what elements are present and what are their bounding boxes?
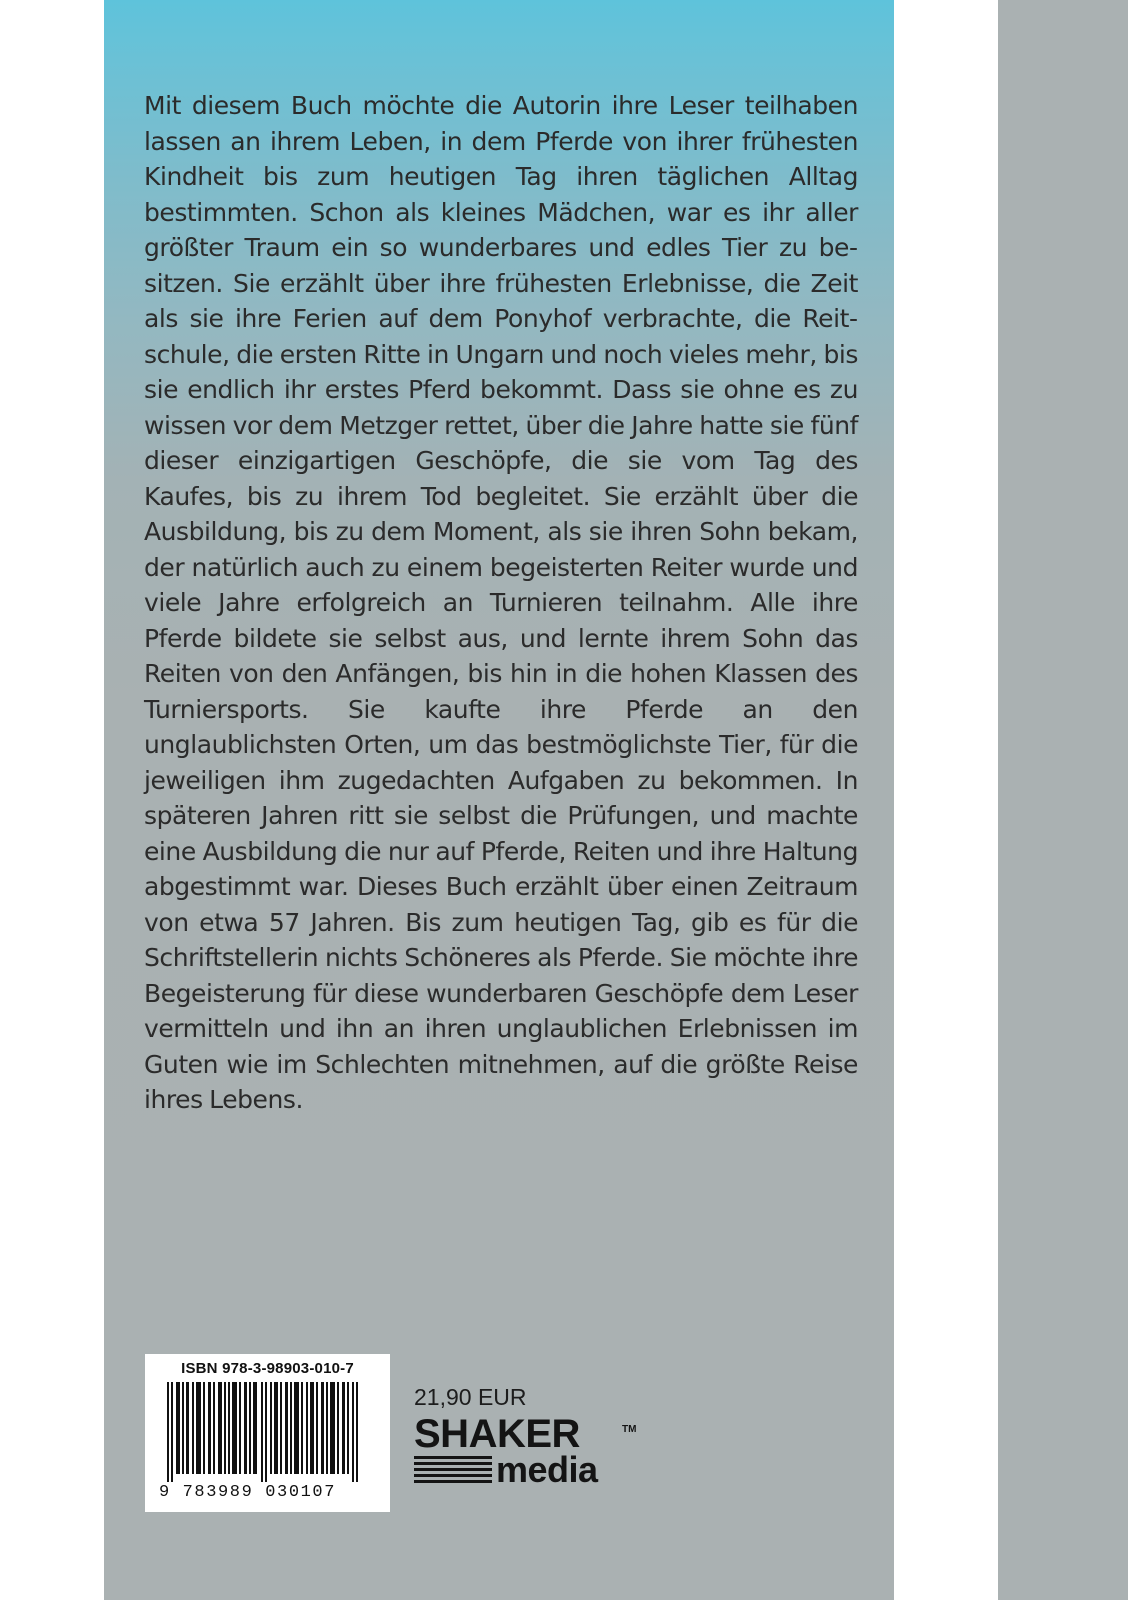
page-margin-left xyxy=(0,0,104,1600)
adjacent-page-strip xyxy=(998,0,1128,1600)
publisher-trademark: TM xyxy=(622,1424,637,1435)
publisher-logo-shaker: SHAKER xyxy=(414,1412,580,1456)
isbn-number: ISBN 978-3-98903-010-7 xyxy=(181,1360,354,1377)
isbn-barcode-label xyxy=(145,1354,390,1512)
barcode-icon xyxy=(167,1382,367,1482)
ean-digits: 9 783989 030107 xyxy=(159,1483,337,1502)
price: 21,90 EUR xyxy=(414,1384,527,1410)
cover-blurb: Mit diesem Buch möchte die Autorin ihre Leser teilhaben lassen an ihrem Leben, in dem Pferde von ihrer frühesten Kindheit bis zum heutigen Tag ihren täglichen Alltag bestimmten. Schon als kleines Mädchen, war es ihr aller größter Traum ein so wunderbares und edles Tier zu besitzen. Sie erzählt über ihre frühesten Erlebnisse, die Zeit als sie ihre Ferien auf dem Ponyhof verbrachte, die Reitschule, die ersten Ritte in Ungarn und noch vieles mehr, bis sie endlich ihr erstes Pferd bekommt. Dass sie ohne es zu wissen vor dem Metzger rettet, über die Jahre hatte sie fünf dieser einzigartigen Geschöpfe, die sie vom Tag des Kaufes, bis zu ihrem Tod begleitet. Sie erzählt über die Ausbildung, bis zu dem Moment, als sie ihren Sohn bekam, der natürlich auch zu einem begeisterten Reiter wurde und viele Jahre erfolgreich an Turnieren teilnahm. Alle ihre Pferde bildete sie selbst aus, und lernte ihrem Sohn das Reiten von den Anfängen, bis hin in die hohen Klassen des Turniersports. Sie kaufte ihre Pferde an den unglaublichsten Orten, um das bestmöglichste Tier, für die jeweiligen ihm zugedachten Aufgaben zu bekommen. In späteren Jahren ritt sie selbst die Prüfungen, und machte eine Ausbildung die nur auf Pferde, Reiten und ihre Haltung abgestimmt war. Dieses Buch erzählt über einen Zeitraum von etwa 57 Jahren. Bis zum heutigen Tag, gib es für die Schriftstellerin nichts Schöneres als Pferde. Sie möchte ihre Begeisterung für diese wunderbaren Geschöpfe dem Leser vermitteln und ihn an ihren unglaublichen Erlebnissen im Guten wie im Schlechten mitnehmen, auf die größte Reise ihres Lebens. xyxy=(144,91,858,1114)
page-gap xyxy=(894,0,998,1600)
publisher-logo-lines-icon xyxy=(414,1456,492,1486)
publisher-logo-media: media xyxy=(496,1449,598,1490)
